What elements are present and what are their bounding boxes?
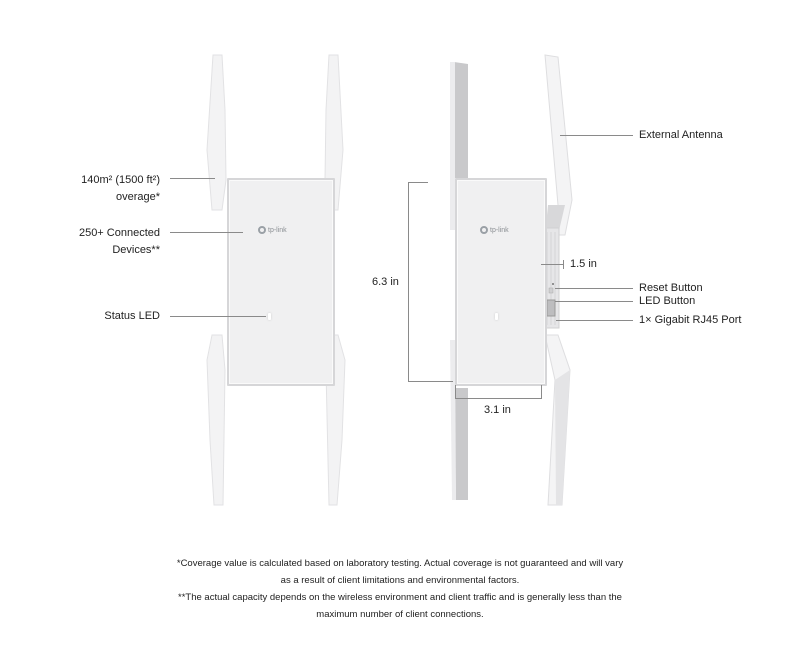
- dimension-width-tick-left: [455, 385, 456, 399]
- callout-reset-button: Reset Button: [639, 282, 703, 294]
- dimension-width-label: 3.1 in: [484, 404, 511, 416]
- callout-status-led: Status LED: [104, 310, 160, 322]
- callout-devices: 250+ Connected Devices**: [78, 227, 160, 256]
- dimension-depth-label: 1.5 in: [570, 258, 597, 270]
- callout-rj45-port: 1× Gigabit RJ45 Port: [639, 314, 742, 326]
- tplink-mark-icon: [480, 226, 488, 234]
- footnote-capacity-1: **The actual capacity depends on the wireless environment and client traffic and is generally less than the: [178, 592, 622, 603]
- leader-reset-button: [555, 288, 633, 289]
- footnote-coverage-2: as a result of client limitations and environmental factors.: [280, 575, 520, 586]
- right-device-body: [455, 178, 547, 386]
- dimension-height-label: 6.3 in: [372, 276, 399, 288]
- callout-led-button: LED Button: [639, 295, 696, 307]
- dimension-depth-tick: [563, 260, 564, 269]
- leader-devices: [170, 232, 243, 233]
- footnote-capacity-2: maximum number of client connections.: [316, 609, 484, 620]
- dimension-height-tick-bottom: [408, 381, 453, 382]
- dimension-width-line: [455, 398, 542, 399]
- right-tplink-logo: tp-link: [480, 226, 509, 234]
- left-tplink-logo: tp-link: [258, 226, 287, 234]
- right-status-led: [495, 313, 498, 320]
- footnote-coverage-1: *Coverage value is calculated based on laboratory testing. Actual coverage is not guaranteed and will vary: [176, 558, 624, 569]
- dimension-depth-line: [541, 264, 563, 265]
- leader-rj45-port: [556, 320, 633, 321]
- footnotes: [120, 555, 680, 623]
- left-device-body: [227, 178, 335, 386]
- dimension-width-tick-right: [541, 385, 542, 399]
- callout-external-antenna: External Antenna: [639, 129, 723, 141]
- left-status-led: [268, 313, 271, 320]
- leader-led-button: [555, 301, 633, 302]
- leader-coverage: [170, 178, 215, 179]
- dimension-height-tick-top: [408, 182, 428, 183]
- leader-status-led: [170, 316, 266, 317]
- dimension-height-line: [408, 182, 409, 382]
- leader-external-antenna: [560, 135, 633, 136]
- tplink-mark-icon: [258, 226, 266, 234]
- callout-coverage: 140m² (1500 ft²) overage*: [81, 174, 160, 203]
